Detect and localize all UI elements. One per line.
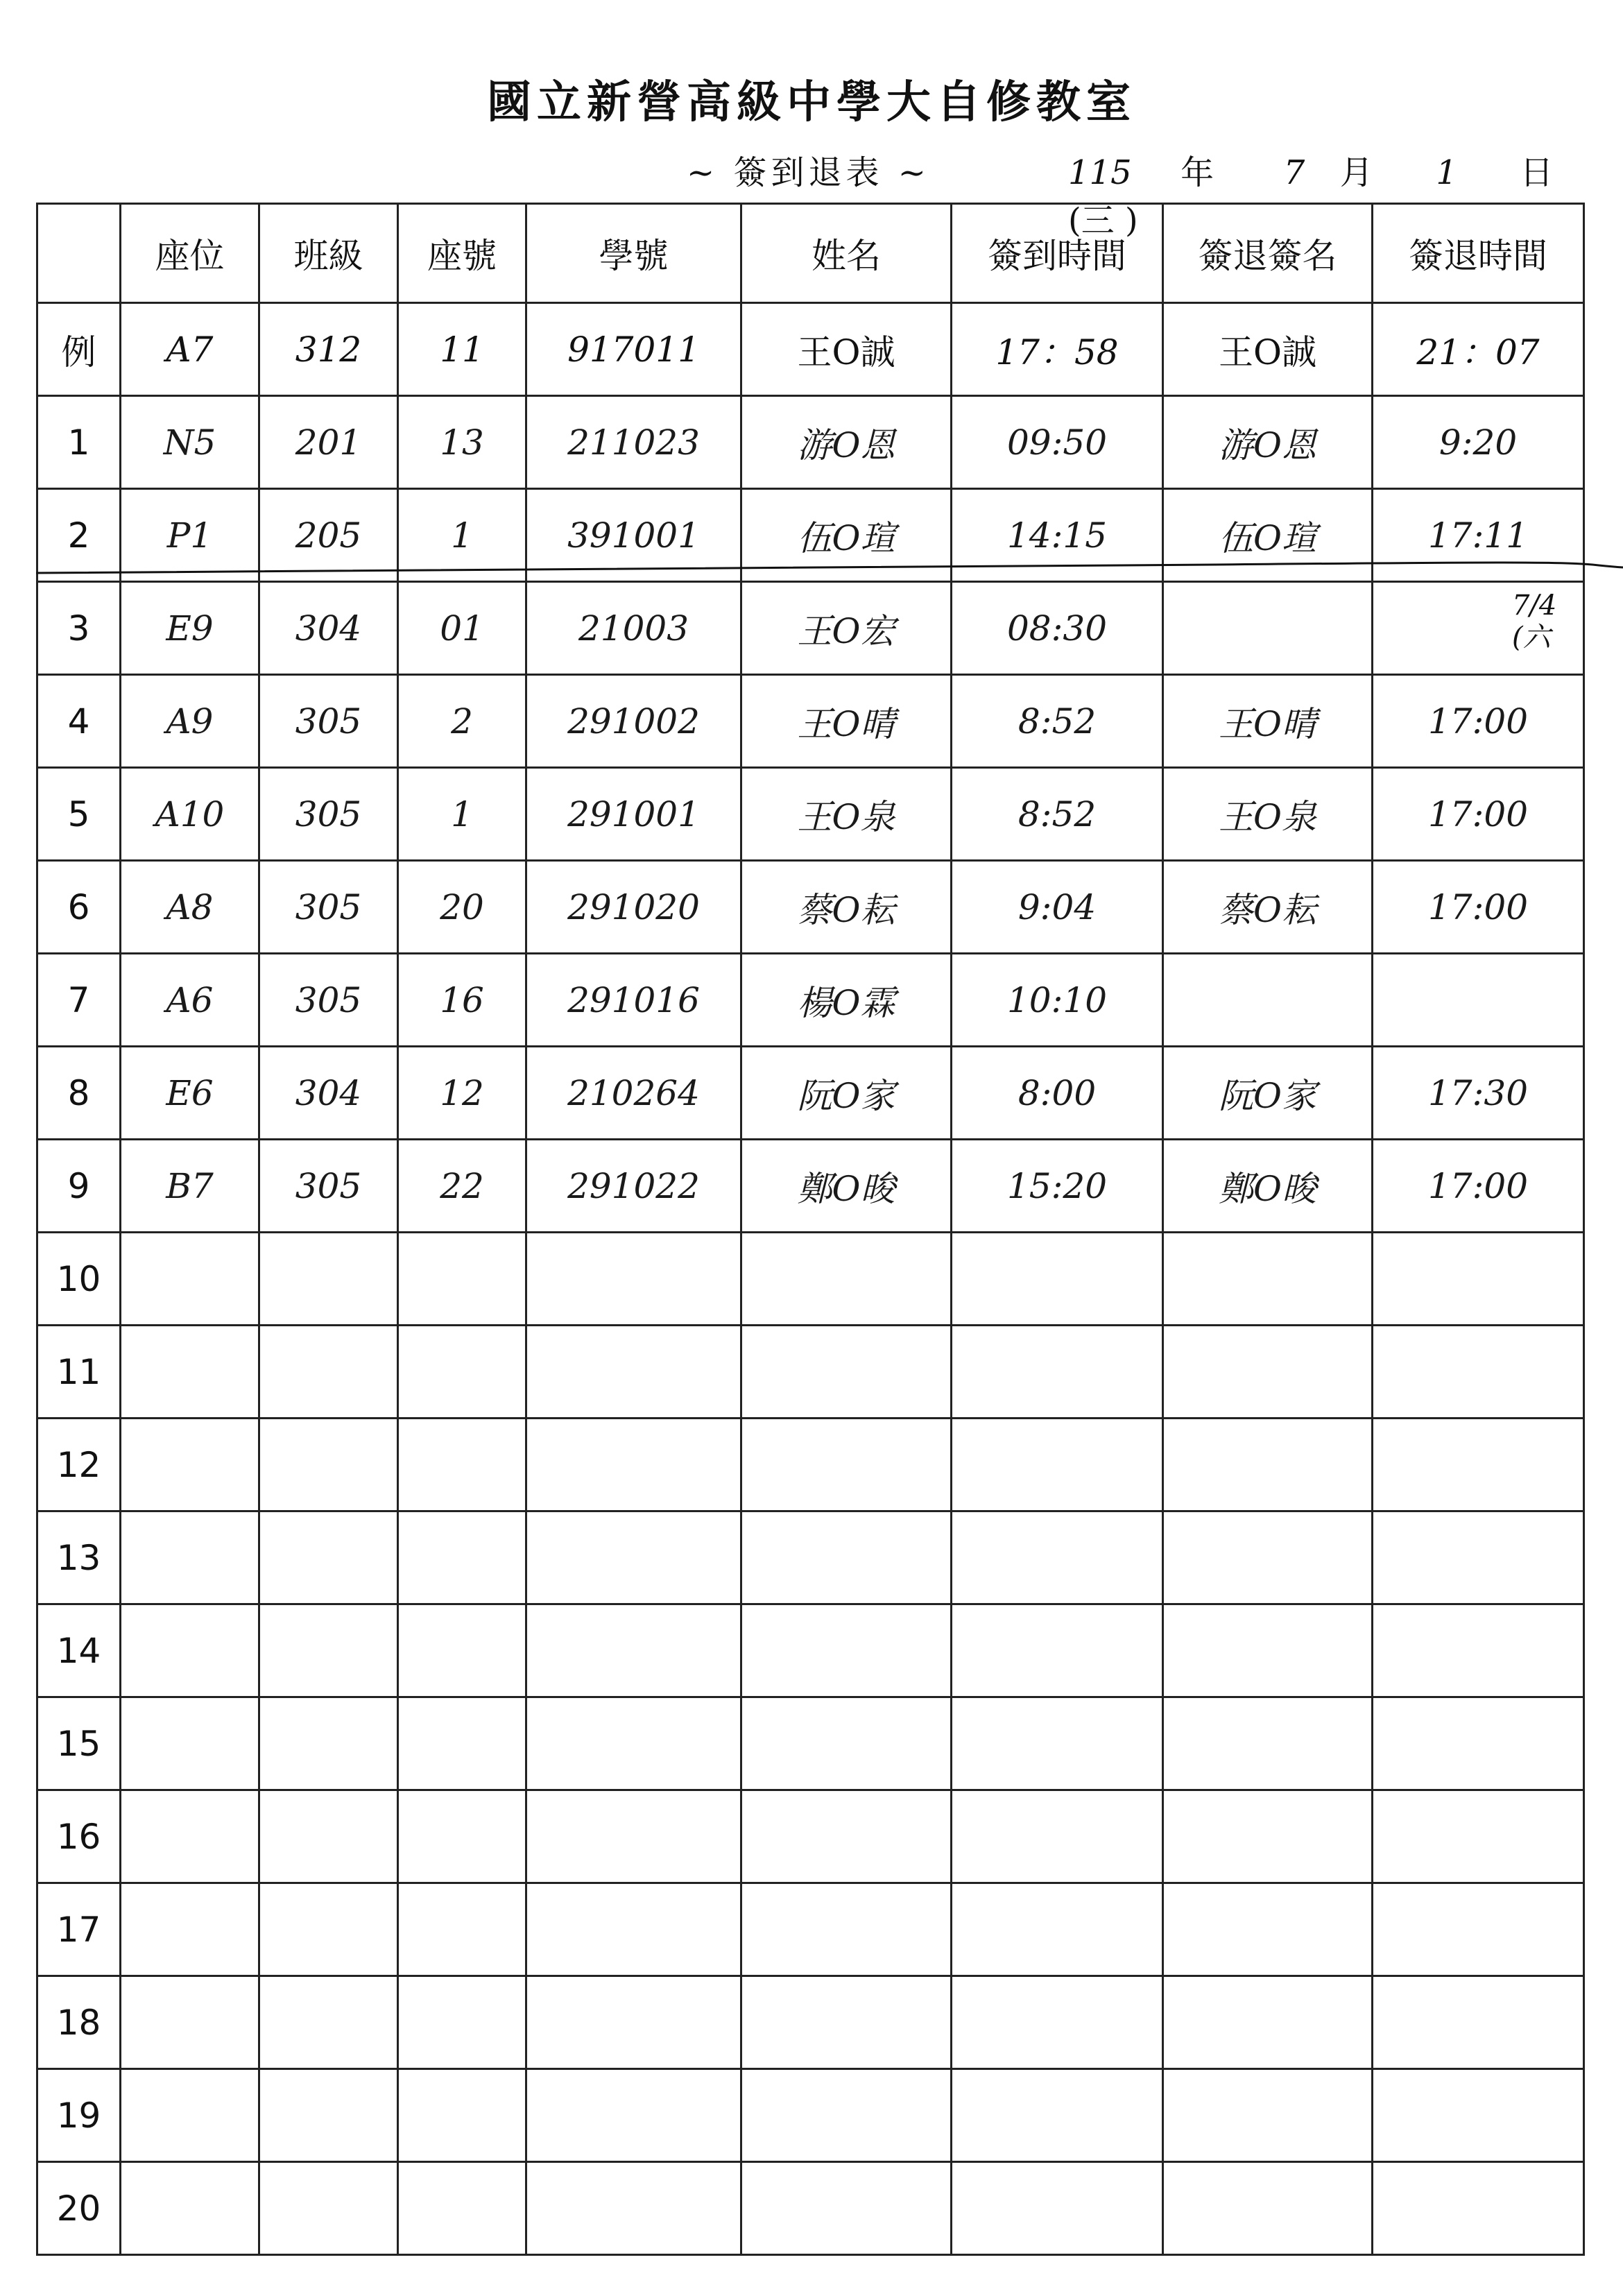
column-header-1: 座位 [121,204,259,303]
row-number: 4 [37,675,121,768]
table-cell: 8:00 [952,1047,1163,1140]
table-row [37,861,1584,954]
table-cell: 王O誠 [741,303,952,396]
table-cell: 305 [259,861,398,954]
table-cell: 蔡O耘 [741,861,952,954]
table-cell: A6 [121,954,259,1047]
table-cell [121,1326,259,1419]
table-cell [526,1419,741,1511]
table-cell [952,1790,1163,1883]
table-cell [259,1697,398,1790]
table-cell [1373,1511,1584,1604]
table-cell [952,1883,1163,1976]
table-cell [259,2162,398,2255]
table-cell [741,1511,952,1604]
table-cell [259,1790,398,1883]
year-value: 115 [1068,153,1132,192]
table-cell: 21：07 [1373,303,1584,396]
table-cell [952,1419,1163,1511]
table-cell [741,1419,952,1511]
table-cell [952,2069,1163,2162]
table-cell [121,2162,259,2255]
table-cell [398,2069,526,2162]
table-cell [952,1976,1163,2069]
table-cell [121,1697,259,1790]
row-number: 1 [37,396,121,489]
table-row [37,1233,1584,1326]
table-row [37,1976,1584,2069]
day-value: 1 [1436,153,1457,192]
weekday: (三 ) [1068,201,1138,240]
column-header-5: 姓名 [741,204,952,303]
row-number: 11 [37,1326,121,1419]
table-cell [526,2069,741,2162]
table-cell: 9:04 [952,861,1163,954]
table-row [37,396,1584,489]
table-row [37,1790,1584,1883]
row-number: 16 [37,1790,121,1883]
table-cell: 9:20 [1373,396,1584,489]
table-cell [398,1697,526,1790]
table-cell: 王O宏 [741,582,952,675]
table-cell [259,1976,398,2069]
table-cell [741,1790,952,1883]
table-cell: 08:30 [952,582,1163,675]
table-row [37,675,1584,768]
table-cell: 鄭O晙 [741,1140,952,1233]
table-cell [1163,1233,1373,1326]
table-cell: 291022 [526,1140,741,1233]
table-cell [121,1790,259,1883]
table-cell: 291001 [526,768,741,861]
row-number: 20 [37,2162,121,2255]
table-cell [1373,1233,1584,1326]
table-cell [526,1233,741,1326]
table-cell [398,1511,526,1604]
row-number: 9 [37,1140,121,1233]
row-number: 5 [37,768,121,861]
table-cell [259,1604,398,1697]
table-row [37,1419,1584,1511]
sign-in-table [36,203,1585,2256]
table-cell [526,1604,741,1697]
table-cell [121,1883,259,1976]
table-row [37,1047,1584,1140]
table-cell [1373,954,1584,1047]
row-number: 19 [37,2069,121,2162]
table-cell: 917011 [526,303,741,396]
table-cell [121,2069,259,2162]
row-number: 6 [37,861,121,954]
table-cell: A7 [121,303,259,396]
table-cell: A10 [121,768,259,861]
table-cell [1163,582,1373,675]
table-cell [121,1511,259,1604]
row-number: 15 [37,1697,121,1790]
table-cell: 210264 [526,1047,741,1140]
table-cell [1373,2162,1584,2255]
column-header-7: 簽退簽名 [1163,204,1373,303]
table-cell: 王O晴 [741,675,952,768]
column-header-6: 簽到時間 [952,204,1163,303]
table-cell [398,1976,526,2069]
table-row [37,768,1584,861]
table-cell [398,1326,526,1419]
table-cell [121,1419,259,1511]
table-cell: 205 [259,489,398,582]
row-number: 12 [37,1419,121,1511]
table-cell: 17:00 [1373,768,1584,861]
table-row [37,303,1584,396]
strike-line [36,560,1623,581]
column-header-3: 座號 [398,204,526,303]
table-cell: 13 [398,396,526,489]
table-cell: 17:11 [1373,489,1584,582]
table-cell: 20 [398,861,526,954]
table-cell: 1 [398,768,526,861]
row-number: 2 [37,489,121,582]
table-row [37,582,1584,675]
margin-note-date: 7/4 [1512,590,1557,622]
table-cell [1163,1604,1373,1697]
table-cell [952,1233,1163,1326]
table-cell: 211023 [526,396,741,489]
table-cell: 蔡O耘 [1163,861,1373,954]
table-cell [952,1511,1163,1604]
table-cell: 17:00 [1373,675,1584,768]
table-cell [398,1790,526,1883]
table-cell: P1 [121,489,259,582]
table-header-row [37,204,1584,303]
table-cell [1163,1790,1373,1883]
table-cell: 305 [259,675,398,768]
table-cell: 伍O瑄 [1163,489,1373,582]
table-cell [741,1233,952,1326]
table-row [37,1511,1584,1604]
table-cell: 312 [259,303,398,396]
column-header-4: 學號 [526,204,741,303]
table-cell: 王O泉 [1163,768,1373,861]
table-cell [398,1883,526,1976]
table-cell [1373,1883,1584,1976]
column-header-2: 班級 [259,204,398,303]
table-cell: A8 [121,861,259,954]
table-cell [952,1697,1163,1790]
table-cell [1373,1697,1584,1790]
row-number: 3 [37,582,121,675]
table-cell [1163,954,1373,1047]
table-cell: 304 [259,1047,398,1140]
table-cell: 304 [259,582,398,675]
table-cell [741,2069,952,2162]
table-cell [741,2162,952,2255]
table-cell [526,1976,741,2069]
row-number: 17 [37,1883,121,1976]
table-cell: 17:00 [1373,861,1584,954]
table-cell: E6 [121,1047,259,1140]
table-cell: 2 [398,675,526,768]
table-cell [398,1604,526,1697]
table-cell [952,1326,1163,1419]
table-cell: 01 [398,582,526,675]
row-number: 7 [37,954,121,1047]
table-cell: N5 [121,396,259,489]
table-cell [398,1233,526,1326]
table-row [37,1697,1584,1790]
table-cell: 17:00 [1373,1140,1584,1233]
table-cell: 291020 [526,861,741,954]
table-cell: 22 [398,1140,526,1233]
table-cell [1163,2069,1373,2162]
day-label: 日 [1520,153,1554,192]
table-cell [741,1697,952,1790]
table-row [37,1604,1584,1697]
table-cell: 305 [259,1140,398,1233]
table-cell: 17：58 [952,303,1163,396]
table-cell [1163,1976,1373,2069]
table-cell: 305 [259,954,398,1047]
table-cell: 8:52 [952,675,1163,768]
table-row [37,1883,1584,1976]
table-cell [121,1976,259,2069]
row-number: 14 [37,1604,121,1697]
margin-note-weekday: (六 [1512,622,1551,653]
row-number: 8 [37,1047,121,1140]
column-header-8: 簽退時間 [1373,204,1584,303]
table-cell: 阮O家 [741,1047,952,1140]
row-number: 例 [37,303,121,396]
table-cell: 10:10 [952,954,1163,1047]
margin-note [1512,590,1556,653]
table-cell: 15:20 [952,1140,1163,1233]
table-cell [1373,2069,1584,2162]
table-cell [1373,1790,1584,1883]
table-cell: B7 [121,1140,259,1233]
table-cell [741,1883,952,1976]
table-cell: 游O恩 [741,396,952,489]
table-cell [526,1511,741,1604]
table-row [37,1326,1584,1419]
table-cell [121,1233,259,1326]
table-cell [741,1326,952,1419]
form-title: 國立新營高級中學大自修教室 [487,76,1136,128]
table-cell: 1 [398,489,526,582]
table-cell: 楊O霖 [741,954,952,1047]
table-cell: 王O泉 [741,768,952,861]
table-cell: 09:50 [952,396,1163,489]
table-cell: 12 [398,1047,526,1140]
table-cell [526,2162,741,2255]
table-cell [526,1326,741,1419]
table-cell: 201 [259,396,398,489]
table-cell [1163,2162,1373,2255]
table-cell [1373,1326,1584,1419]
table-cell [1163,1419,1373,1511]
table-cell: 305 [259,768,398,861]
month-value: 7 [1283,153,1305,192]
table-cell [1373,1419,1584,1511]
table-cell: 游O恩 [1163,396,1373,489]
table-cell [526,1883,741,1976]
table-cell [1163,1697,1373,1790]
table-cell [952,1604,1163,1697]
table-row [37,1140,1584,1233]
table-cell [259,1511,398,1604]
row-number: 13 [37,1511,121,1604]
table-cell [398,1419,526,1511]
table-cell: 16 [398,954,526,1047]
table-row [37,2069,1584,2162]
table-cell [259,1233,398,1326]
table-cell [1163,1511,1373,1604]
table-cell [952,2162,1163,2255]
table-cell [1163,1883,1373,1976]
table-cell: 17:30 [1373,1047,1584,1140]
table-cell: 291002 [526,675,741,768]
table-cell: 鄭O晙 [1163,1140,1373,1233]
table-cell [741,1976,952,2069]
table-cell: 王O誠 [1163,303,1373,396]
table-cell: 291016 [526,954,741,1047]
row-number: 18 [37,1976,121,2069]
table-cell [1373,1604,1584,1697]
year-label: 年 [1180,153,1214,192]
table-cell [1163,1326,1373,1419]
table-cell: 王O晴 [1163,675,1373,768]
table-cell [259,1326,398,1419]
table-cell: 阮O家 [1163,1047,1373,1140]
table-cell [526,1697,741,1790]
table-cell: 14:15 [952,489,1163,582]
column-header-0 [37,204,121,303]
table-cell [741,1604,952,1697]
table-cell [121,1604,259,1697]
table-cell [259,1419,398,1511]
table-cell [1373,1976,1584,2069]
table-cell: 伍O瑄 [741,489,952,582]
table-cell: E9 [121,582,259,675]
table-cell [526,1790,741,1883]
table-row [37,954,1584,1047]
table-cell: 391001 [526,489,741,582]
table-cell: A9 [121,675,259,768]
table-cell: 8:52 [952,768,1163,861]
table-cell: 21003 [526,582,741,675]
table-cell [398,2162,526,2255]
row-number: 10 [37,1233,121,1326]
form-subtitle: ~ 簽到退表 ~ [687,153,930,192]
month-label: 月 [1339,153,1373,192]
table-row [37,2162,1584,2255]
table-cell [259,2069,398,2162]
table-cell [259,1883,398,1976]
table-cell: 11 [398,303,526,396]
